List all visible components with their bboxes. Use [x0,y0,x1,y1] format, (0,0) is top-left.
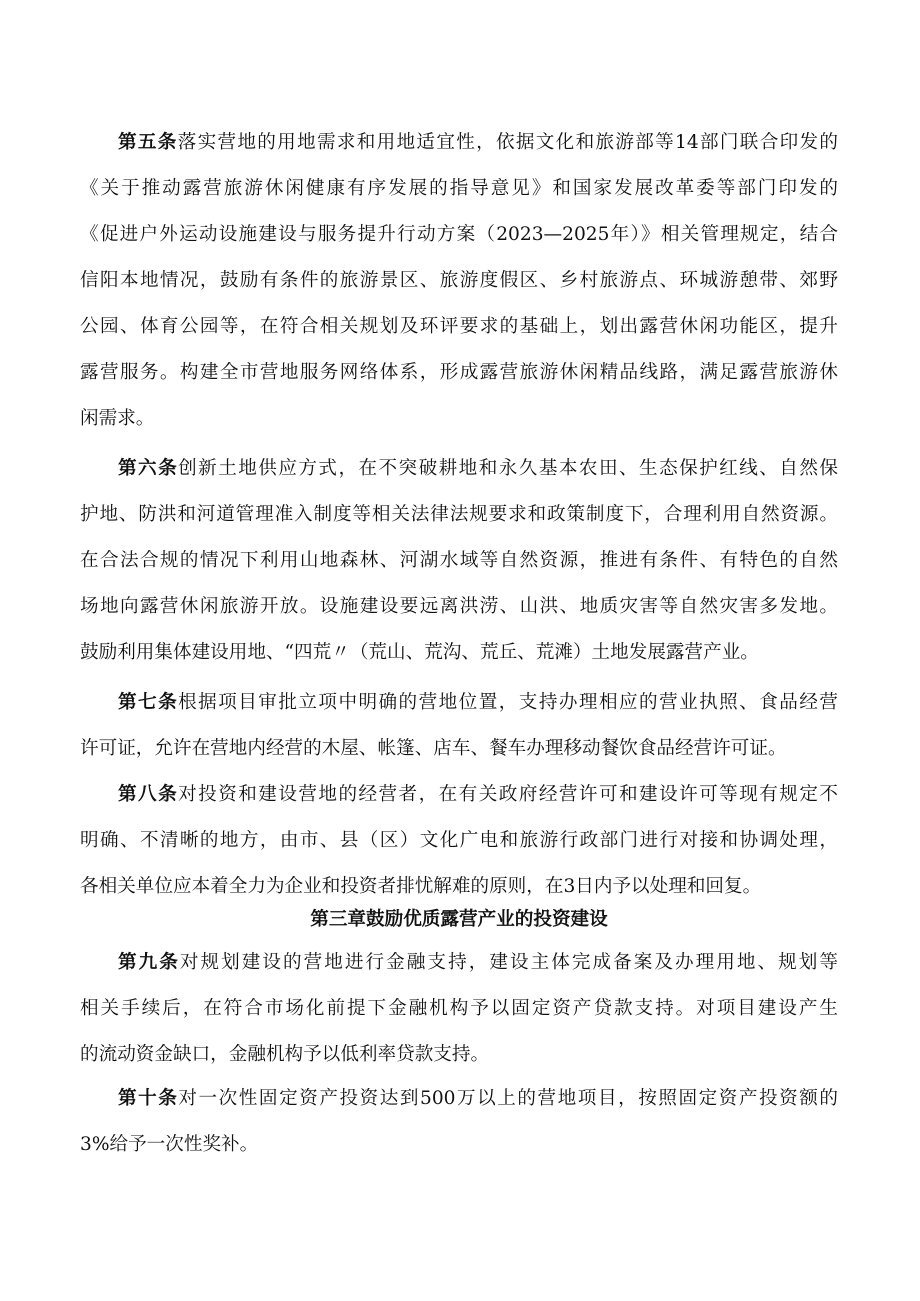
article-9-line-3: 的流动资金缺口，金融机构予以低利率贷款支持。 [80,1044,490,1065]
article-10-line-1 [80,1076,838,1122]
article-8-text-1: 对投资和建设营地的经营者，在有关政府经营许可和建设许可等现有规定不 [178,784,838,805]
article-6-label: 第六条 [118,458,179,479]
article-6-line-5: 鼓励利用集体建设用地、“四荒〃（荒山、荒沟、荒丘、荒滩）土地发展露营产业。 [80,642,759,663]
article-5-line-2: 《关于推动露营旅游休闲健康有序发展的指导意见》和国家发展改革委等部门印发的 [80,178,838,199]
article-5-line-7: 闲需求。 [80,408,155,429]
article-10-line-2: 3%给予一次性奖补。 [80,1134,259,1155]
article-5-line-4: 信阳本地情况，鼓励有条件的旅游景区、旅游度假区、乡村旅游点、环城游憩带、郊野 [80,270,838,291]
article-10-label: 第十条 [118,1088,179,1109]
article-6-line-3: 在合法合规的情况下利用山地森林、河湖水域等自然资源，推进有条件、有特色的自然 [80,550,838,571]
article-9-line-1 [80,940,838,986]
article-6-line-1 [80,446,838,492]
chapter-3-heading: 第三章鼓励优质露营产业的投资建设 [310,909,608,930]
article-6-text-1: 创新土地供应方式，在不突破耕地和永久基本农田、生态保护红线、自然保 [178,458,838,479]
article-5-text-1: 落实营地的用地需求和用地适宜性，依据文化和旅游部等14部门联合印发的 [177,132,838,153]
article-6-line-4: 场地向露营休闲旅游开放。设施建设要远离洪涝、山洪、地质灾害等自然灾害多发地。 [80,596,838,617]
article-5-line-6: 露营服务。构建全市营地服务网络体系，形成露营旅游休闲精品线路，满足露营旅游休 [80,362,838,383]
article-8-line-1 [80,772,838,818]
article-7-line-1 [80,680,838,726]
article-8-line-3: 各相关单位应本着全力为企业和投资者排忧解难的原则，在3日内予以处理和回复。 [80,876,762,897]
article-7-label: 第七条 [118,692,179,713]
article-8 [80,772,838,910]
article-6 [80,446,838,676]
article-9 [80,940,838,1078]
article-5 [80,120,838,442]
article-10-text-1: 对一次性固定资产投资达到500万以上的营地项目，按照固定资产投资额的 [178,1088,838,1109]
article-8-label: 第八条 [118,784,179,805]
article-6-line-2: 护地、防洪和河道管理准入制度等相关法律法规要求和政策制度下，合理利用自然资源。 [80,504,838,525]
article-8-line-2: 明确、不清晰的地方，由市、县（区）文化广电和旅游行政部门进行对接和协调处理， [80,830,838,851]
article-7-line-2: 许可证，允许在营地内经营的木屋、帐篷、店车、餐车办理移动餐饮食品经营许可证。 [80,738,787,759]
article-7-text-1: 根据项目审批立项中明确的营地位置，支持办理相应的营业执照、食品经营 [178,692,838,713]
article-10 [80,1076,838,1168]
article-9-line-2: 相关手续后，在符合市场化前提下金融机构予以固定资产贷款支持。对项目建设产生 [80,998,838,1019]
article-5-line-3: 《促进户外运动设施建设与服务提升行动方案（2023—2025年）》相关管理规定，结合 [80,224,838,245]
article-9-label: 第九条 [118,952,180,973]
article-9-text-1: 对规划建设的营地进行金融支持，建设主体完成备案及办理用地、规划等 [179,952,838,973]
article-7 [80,680,838,772]
article-5-line-1 [80,120,838,166]
article-5-line-5: 公园、体育公园等，在符合相关规划及环评要求的基础上，划出露营休闲功能区，提升 [80,316,838,337]
article-5-label: 第五条 [118,132,178,153]
